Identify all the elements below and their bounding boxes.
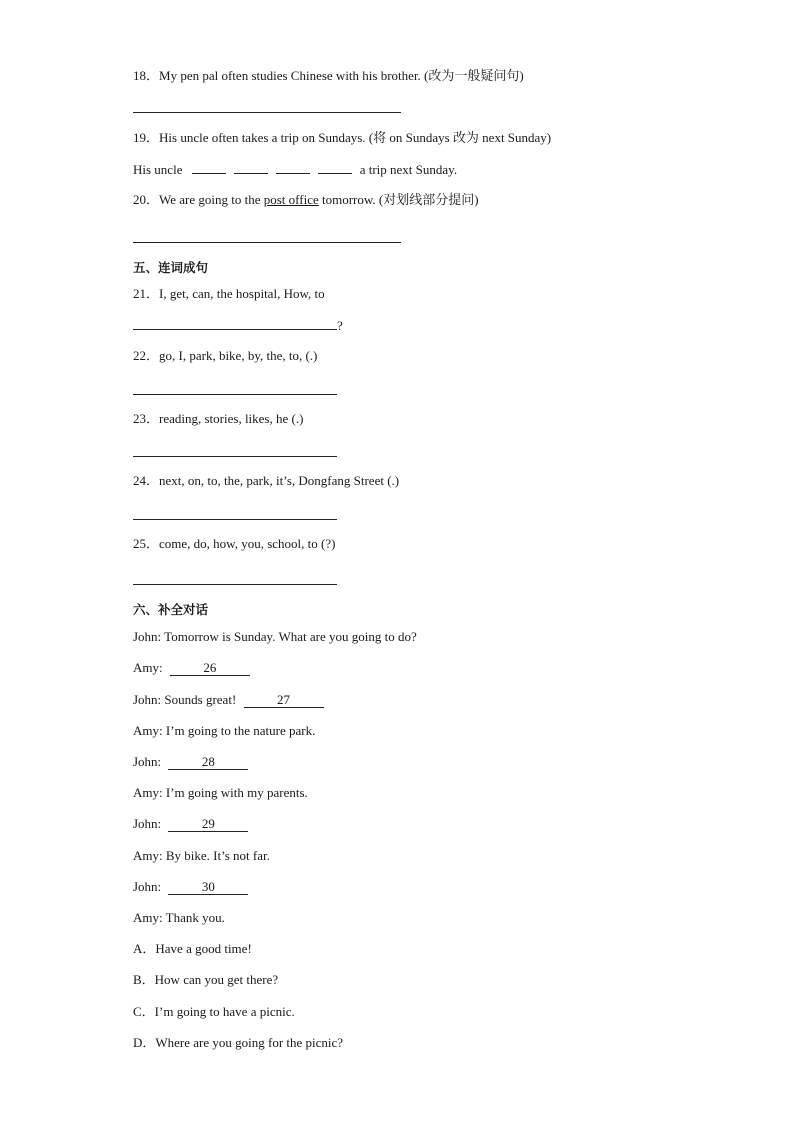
dialogue-line bbox=[133, 660, 250, 676]
speaker: John: bbox=[133, 816, 162, 831]
section-title-5: 五、连词成句 bbox=[133, 260, 209, 275]
word-list: reading, stories, likes, he (.) bbox=[159, 411, 304, 426]
answer-suffix: a trip next Sunday. bbox=[359, 162, 458, 177]
option-d: D．Where are you going for the picnic? bbox=[133, 1035, 344, 1050]
fill-blank[interactable] bbox=[192, 161, 226, 174]
speaker: John: bbox=[133, 754, 162, 769]
dialogue-line bbox=[133, 754, 248, 770]
dialogue-line: Amy: I’m going to the nature park. bbox=[133, 723, 316, 738]
question-21 bbox=[133, 286, 325, 302]
blank-28[interactable]: 28 bbox=[168, 755, 248, 770]
question-18 bbox=[133, 68, 524, 84]
dialogue-line: Amy: By bike. It’s not far. bbox=[133, 848, 270, 863]
answer-21 bbox=[133, 317, 343, 334]
dialogue-line bbox=[133, 879, 248, 895]
question-19 bbox=[133, 130, 551, 146]
question-number: 25． bbox=[133, 536, 160, 551]
answer-prefix: His uncle bbox=[133, 162, 183, 177]
fill-blank[interactable] bbox=[318, 161, 352, 174]
question-text-tail: tomorrow. (对划线部分提问) bbox=[318, 192, 479, 207]
question-number: 22． bbox=[133, 348, 160, 363]
dialogue-line: Amy: Thank you. bbox=[133, 910, 225, 925]
question-20 bbox=[133, 192, 479, 208]
dialogue-line: Amy: I’m going with my parents. bbox=[133, 785, 308, 800]
option-c: C．I’m going to have a picnic. bbox=[133, 1004, 295, 1019]
blank-29[interactable]: 29 bbox=[168, 817, 248, 832]
answer-line-20[interactable] bbox=[133, 242, 401, 243]
word-list: go, I, park, bike, by, the, to, (.) bbox=[159, 348, 318, 363]
question-number: 18． bbox=[133, 68, 160, 83]
question-22 bbox=[133, 348, 317, 364]
dialogue-line: John: Tomorrow is Sunday. What are you going to do? bbox=[133, 629, 417, 644]
section-title-6: 六、补全对话 bbox=[133, 602, 209, 617]
word-list: I, get, can, the hospital, How, to bbox=[159, 286, 325, 301]
answer-line-21[interactable] bbox=[133, 317, 337, 330]
blank-30[interactable]: 30 bbox=[168, 880, 248, 895]
blank-26[interactable]: 26 bbox=[170, 661, 250, 676]
blank-27[interactable]: 27 bbox=[244, 693, 324, 708]
underlined-phrase: post office bbox=[263, 192, 319, 207]
answer-line-25[interactable] bbox=[133, 584, 337, 585]
question-25 bbox=[133, 536, 335, 552]
answer-19 bbox=[133, 161, 457, 178]
option-a: A．Have a good time! bbox=[133, 941, 252, 956]
end-mark: ? bbox=[337, 318, 343, 333]
question-number: 20． bbox=[133, 192, 160, 207]
speaker: Amy: bbox=[133, 660, 163, 675]
question-text: We are going to the bbox=[159, 192, 264, 207]
speaker: John: bbox=[133, 879, 162, 894]
question-23 bbox=[133, 411, 303, 427]
question-number: 23． bbox=[133, 411, 160, 426]
answer-line-24[interactable] bbox=[133, 519, 337, 520]
dialogue-line bbox=[133, 692, 324, 708]
question-number: 21． bbox=[133, 286, 160, 301]
answer-line-18[interactable] bbox=[133, 112, 401, 113]
fill-blank[interactable] bbox=[234, 161, 268, 174]
option-b: B．How can you get there? bbox=[133, 972, 279, 987]
question-text: My pen pal often studies Chinese with his brother. (改为一般疑问句) bbox=[159, 68, 524, 83]
fill-blank[interactable] bbox=[276, 161, 310, 174]
word-list: next, on, to, the, park, it’s, Dongfang Street (.) bbox=[159, 473, 400, 488]
question-number: 19． bbox=[133, 130, 160, 145]
word-list: come, do, how, you, school, to (?) bbox=[159, 536, 336, 551]
dialogue-line bbox=[133, 816, 248, 832]
question-text: His uncle often takes a trip on Sundays. (将 on Sundays 改为 next Sunday) bbox=[159, 130, 552, 145]
answer-line-23[interactable] bbox=[133, 456, 337, 457]
question-number: 24． bbox=[133, 473, 160, 488]
question-24 bbox=[133, 473, 399, 489]
answer-line-22[interactable] bbox=[133, 394, 337, 395]
speaker: John: Sounds great! bbox=[133, 692, 237, 707]
